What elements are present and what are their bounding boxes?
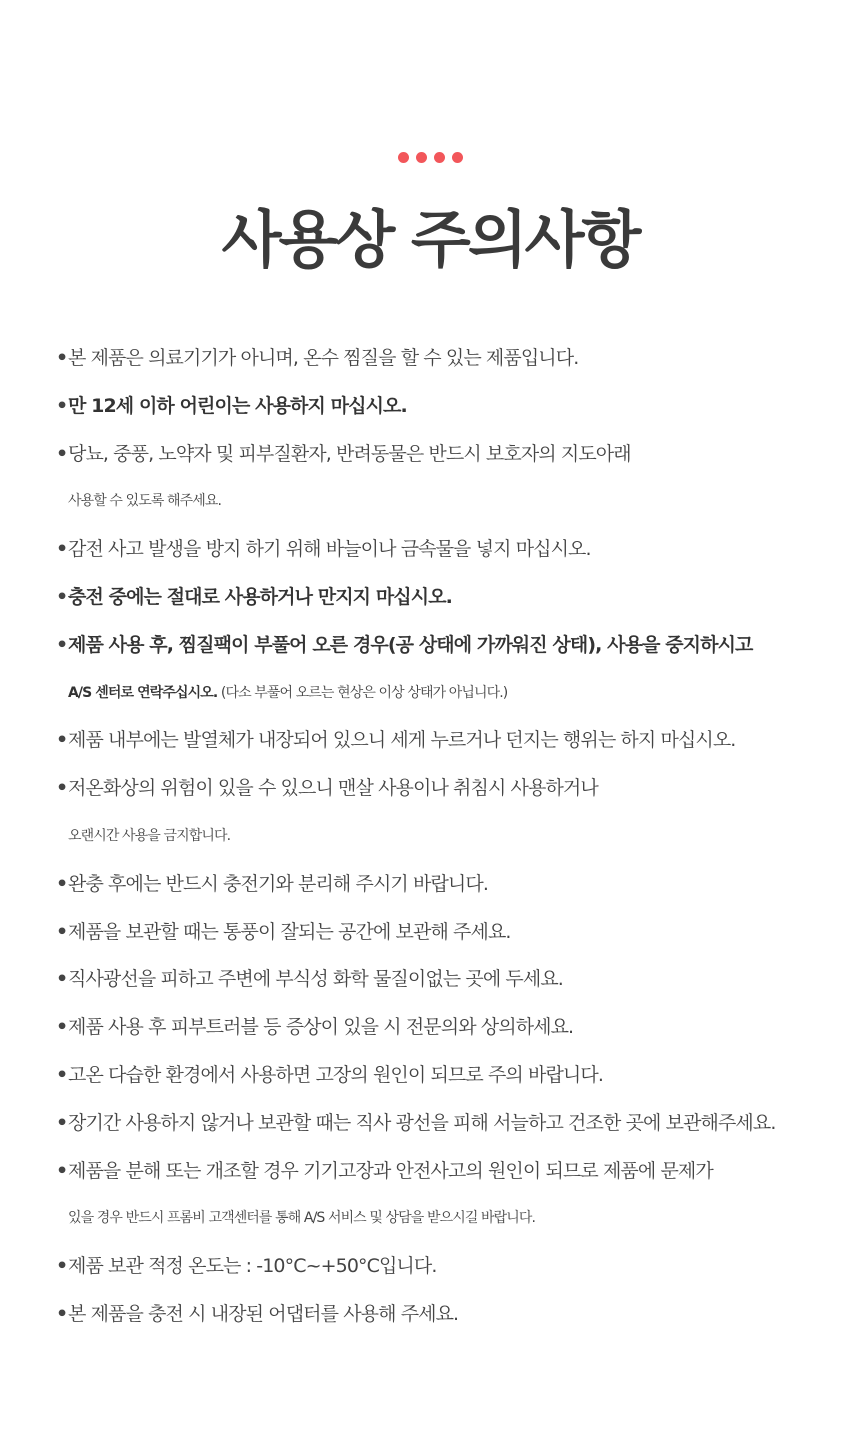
item-text: 감전 사고 발생을 방지 하기 위해 바늘이나 금속물을 넣지 마십시오. (68, 538, 591, 561)
item-text: 직사광선을 피하고 주변에 부식성 화학 물질이없는 곳에 두세요. (68, 968, 563, 991)
item-text: 본 제품은 의료기기가 아니며, 온수 찜질을 할 수 있는 제품입니다. (68, 347, 579, 369)
item-text: 제품을 보관할 때는 통풍이 잘되는 공간에 보관해 주세요. (68, 920, 511, 943)
item-text: 저온화상의 위험이 있을 수 있으니 맨살 사용이나 취침시 사용하거나 (68, 777, 598, 800)
item-text-continued: 사용할 수 있도록 해주세요. (68, 493, 222, 510)
list-item (56, 383, 846, 431)
list-item (56, 335, 846, 383)
item-text-continued: 있을 경우 반드시 프롬비 고객센터를 통해 A/S 서비스 및 상담을 받으시길 바랍니다. (68, 1210, 536, 1227)
precautions-list (56, 335, 846, 1339)
list-item (56, 765, 846, 861)
list-item (56, 1100, 846, 1148)
bullet: • (56, 633, 68, 656)
list-item (56, 1052, 846, 1100)
bullet: • (56, 872, 68, 895)
page-title: 사용상 주의사항 (221, 203, 639, 276)
bullet: • (56, 1063, 68, 1086)
item-text: 완충 후에는 반드시 충전기와 분리해 주시기 바랍니다. (68, 872, 488, 895)
list-item (56, 717, 846, 765)
list-item (56, 431, 846, 527)
list-item (56, 861, 846, 909)
item-text: 제품 내부에는 발열체가 내장되어 있으니 세게 누르거나 던지는 행위는 하지 마십시오. (68, 729, 736, 752)
bullet: • (56, 1159, 68, 1182)
dot-3 (434, 152, 445, 163)
bullet: • (56, 1302, 68, 1325)
item-text: 제품 사용 후, 찜질팩이 부풀어 오른 경우(공 상태에 가까워진 상태), 사용을 중지하시고 (68, 633, 753, 656)
item-text: 고온 다습한 환경에서 사용하면 고장의 원인이 되므로 주의 바랍니다. (68, 1063, 603, 1086)
item-text: 충전 중에는 절대로 사용하거나 만지지 마십시오. (68, 585, 452, 608)
item-text-continued (56, 670, 846, 718)
item-text-bold: A/S 센터로 연락주십시오. (68, 684, 218, 701)
bullet: • (56, 585, 68, 608)
bullet: • (56, 920, 68, 943)
item-text: 당뇨, 중풍, 노약자 및 피부질환자, 반려동물은 반드시 보호자의 지도아래 (68, 442, 631, 465)
item-text: 만 12세 이하 어린이는 사용하지 마십시오. (68, 394, 407, 417)
bullet: • (56, 968, 68, 991)
item-text-note: (다소 부풀어 오르는 현상은 이상 상태가 아닙니다.) (220, 684, 508, 701)
dot-1 (398, 152, 409, 163)
bullet: • (56, 1255, 68, 1278)
list-item (56, 909, 846, 957)
list-item (56, 1291, 846, 1339)
list-item (56, 574, 846, 622)
list-item (56, 622, 846, 718)
list-item (56, 1243, 846, 1291)
item-text: 본 제품을 충전 시 내장된 어댑터를 사용해 주세요. (68, 1302, 459, 1325)
list-item (56, 956, 846, 1004)
bullet: • (56, 1016, 68, 1039)
bullet: • (56, 347, 68, 369)
decorative-dots (0, 152, 860, 163)
dot-2 (416, 152, 427, 163)
list-item (56, 1148, 846, 1244)
item-text: 제품 보관 적정 온도는 : -10°C~+50°C입니다. (68, 1255, 437, 1278)
bullet: • (56, 729, 68, 752)
item-text: 제품을 분해 또는 개조할 경우 기기고장과 안전사고의 원인이 되므로 제품에 문제가 (68, 1159, 713, 1182)
item-text-continued: 오랜시간 사용을 금지합니다. (68, 827, 231, 844)
bullet: • (56, 1111, 68, 1134)
bullet: • (56, 538, 68, 561)
list-item (56, 526, 846, 574)
item-text: 장기간 사용하지 않거나 보관할 때는 직사 광선을 피해 서늘하고 건조한 곳에 보관해주세요. (68, 1111, 776, 1134)
dot-4 (452, 152, 463, 163)
bullet: • (56, 394, 68, 417)
item-text: 제품 사용 후 피부트러블 등 증상이 있을 시 전문의와 상의하세요. (68, 1016, 574, 1039)
list-item (56, 1004, 846, 1052)
bullet: • (56, 777, 68, 800)
bullet: • (56, 442, 68, 465)
